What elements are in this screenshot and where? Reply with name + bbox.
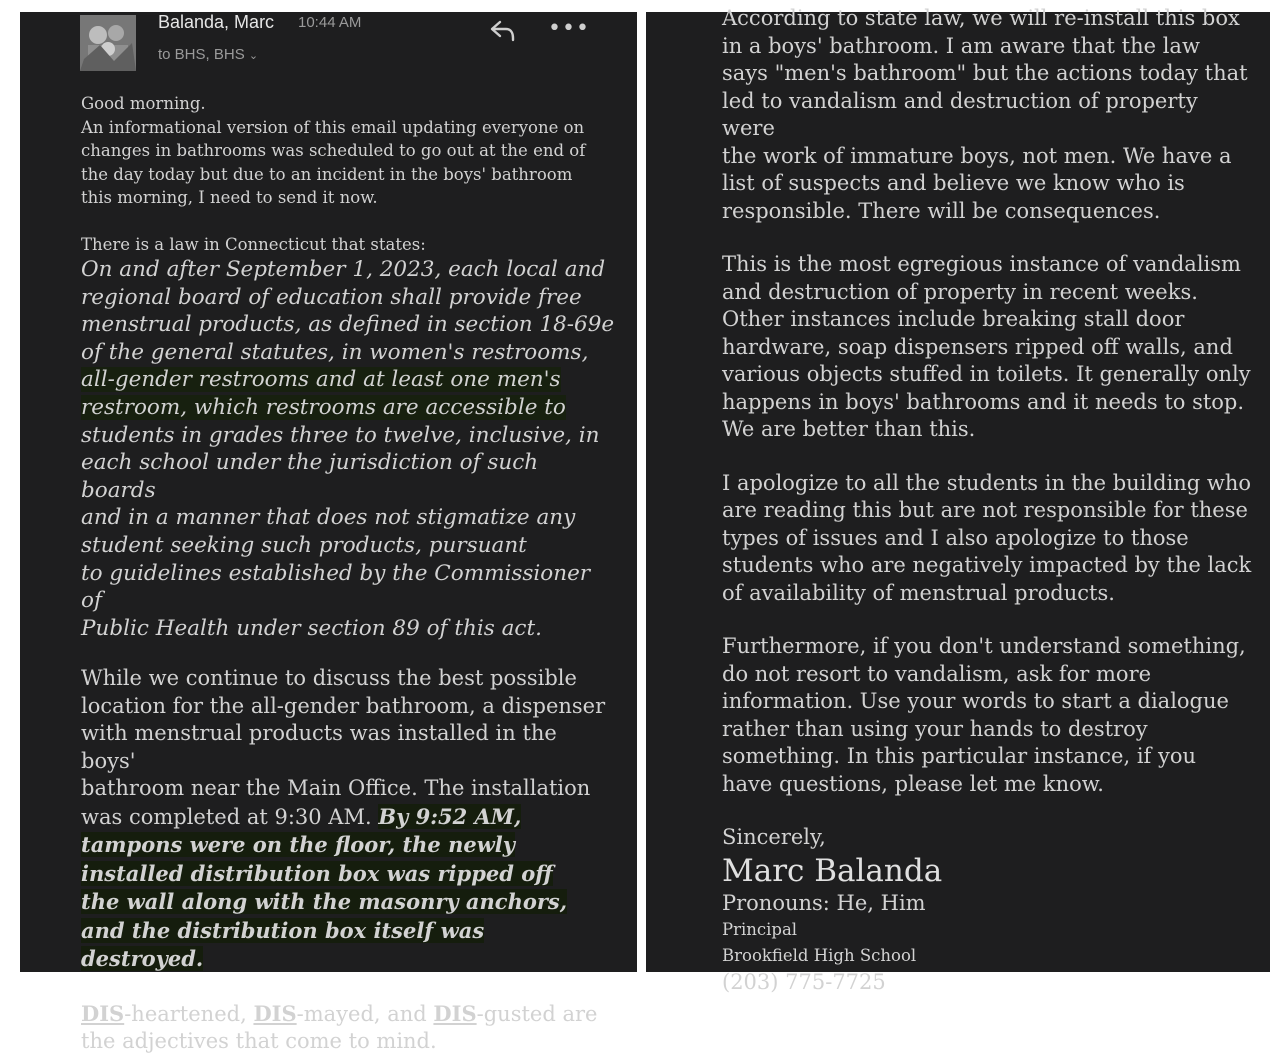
law-line: students in grades three to twelve, inclusive, in (81, 422, 600, 448)
intro-line: the day today but due to an incident in the boys' bathroom (81, 164, 573, 184)
signature-school: Brookfield High School (722, 946, 917, 965)
law-line: On and after September 1, 2023, each local and (81, 257, 606, 282)
para-line: While we continue to discuss the best possible (81, 666, 577, 691)
p1-line: responsible. There will be consequences. (722, 198, 1161, 223)
law-line: each school under the jurisdiction of such boards (81, 450, 539, 503)
p2-line: happens in boys' bathrooms and it needs to stop. (722, 389, 1245, 414)
p1-line: led to vandalism and destruction of property were (722, 88, 1198, 140)
bold-line-row (81, 831, 617, 860)
bold-line: installed distribution box was ripped off (81, 860, 553, 886)
email-body (81, 92, 617, 1056)
p1-line: the work of immature boys, not men. We have a (722, 143, 1232, 168)
p2-line: hardware, soap dispensers ripped off walls, and (722, 334, 1233, 359)
p2-line: various objects stuffed in toilets. It generally only (722, 362, 1251, 386)
p2-line: We are better than this. (722, 417, 976, 441)
p3-line: types of issues and I also apologize to those (722, 525, 1189, 550)
dis-text: -heartened, (124, 1001, 254, 1026)
p4-line: have questions, please let me know. (722, 771, 1104, 796)
p1-line: list of suspects and believe we know who is (722, 171, 1185, 195)
p1-line: According to state law, we will re-install this box (722, 6, 1240, 30)
bold-line: and the distribution box itself was (81, 917, 485, 943)
dis-text: -mayed, and (296, 1001, 434, 1026)
email-time: 10:44 AM (298, 14, 362, 31)
p3-line: I apologize to all the students in the building who (722, 470, 1252, 495)
bold-line: destroyed. (81, 946, 204, 972)
p3-line: students who are negatively impacted by the lack (722, 553, 1252, 577)
recipients-label: to BHS, BHS (158, 46, 245, 63)
email-body-continued (722, 5, 1252, 997)
greeting: Good morning. (81, 94, 206, 113)
completed-text: was completed at 9:30 AM. (81, 804, 379, 829)
p2-line: and destruction of property in recent weeks. (722, 279, 1198, 304)
p2-line: This is the most egregious instance of vandalism (722, 252, 1241, 276)
law-line: student seeking such products, pursuant (81, 532, 527, 558)
signature-phone[interactable]: (203) 775-7725 (722, 970, 886, 994)
law-line: to guidelines established by the Commissioner of (81, 560, 591, 614)
dis-line (81, 1000, 617, 1029)
para-line: with menstrual products was installed in the boys' (81, 721, 557, 773)
law-line: Public Health under section 89 of this act. (81, 615, 542, 641)
law-line-highlight: all-gender restrooms and at least one men's (81, 367, 561, 393)
email-left-panel (20, 12, 637, 1054)
p4-line: do not resort to vandalism, ask for more (722, 661, 1152, 686)
law-line: and in a manner that does not stigmatize any (81, 505, 576, 531)
law-line (81, 394, 617, 422)
signature-name: Marc Balanda (722, 852, 943, 889)
para-line (81, 803, 617, 832)
bold-line-row (81, 888, 617, 917)
dis-word: DIS (433, 1000, 477, 1026)
adjectives-line: the adjectives that come to mind. (81, 1029, 437, 1054)
avatar[interactable] (80, 15, 136, 71)
bold-line: tampons were on the floor, the newly (81, 832, 515, 858)
dis-text: -gusted are (476, 1001, 598, 1026)
p2-line: Other instances include breaking stall door (722, 307, 1185, 331)
intro-line: An informational version of this email updating everyone on (81, 117, 585, 137)
dis-word: DIS (81, 1000, 125, 1026)
bold-line-row (81, 917, 617, 946)
para-line: bathroom near the Main Office. The installation (81, 776, 591, 801)
closing: Sincerely, (722, 825, 826, 849)
pronouns: Pronouns: He, Him (722, 890, 926, 915)
intro-line: changes in bathrooms was scheduled to go out at the end of (81, 141, 586, 160)
p4-line: information. Use your words to start a dialogue (722, 689, 1229, 713)
law-line: of the general statutes, in women's restrooms, (81, 339, 589, 365)
recipients[interactable] (158, 46, 258, 63)
p1-line: says "men's bathroom" but the actions today that (722, 61, 1248, 85)
email-right-panel (646, 6, 1270, 994)
law-line: regional board of education shall provide free (81, 284, 582, 310)
p3-line: are reading this but are not responsible for these (722, 498, 1248, 522)
email-header (20, 12, 637, 90)
law-line: menstrual products, as defined in section 18-69e (81, 312, 615, 338)
sender-name[interactable]: Balanda, Marc (158, 12, 275, 32)
bold-line: By 9:52 AM, (378, 803, 522, 829)
chevron-down-icon[interactable]: ⌄ (248, 50, 259, 62)
p4-line: Furthermore, if you don't understand something, (722, 634, 1246, 658)
p1-line: in a boys' bathroom. I am aware that the law (722, 33, 1200, 58)
bold-line-row (81, 860, 617, 889)
intro-line: this morning, I need to send it now. (81, 188, 378, 207)
law-line-highlight: restroom, which restrooms are accessible to (81, 394, 566, 420)
p4-line: rather than using your hands to destroy (722, 716, 1148, 741)
para-line: location for the all-gender bathroom, a dispenser (81, 693, 606, 718)
bold-line: the wall along with the masonry anchors, (81, 889, 568, 915)
more-options-icon[interactable]: ••• (548, 16, 590, 41)
signature-title: Principal (722, 920, 798, 939)
p3-line: of availability of menstrual products. (722, 580, 1115, 605)
reply-icon[interactable] (488, 16, 520, 48)
p4-line: something. In this particular instance, if you (722, 744, 1197, 768)
bold-line-row (81, 945, 617, 974)
dis-word: DIS (253, 1000, 297, 1026)
law-intro: There is a law in Connecticut that states: (81, 234, 426, 254)
law-line (81, 366, 617, 394)
